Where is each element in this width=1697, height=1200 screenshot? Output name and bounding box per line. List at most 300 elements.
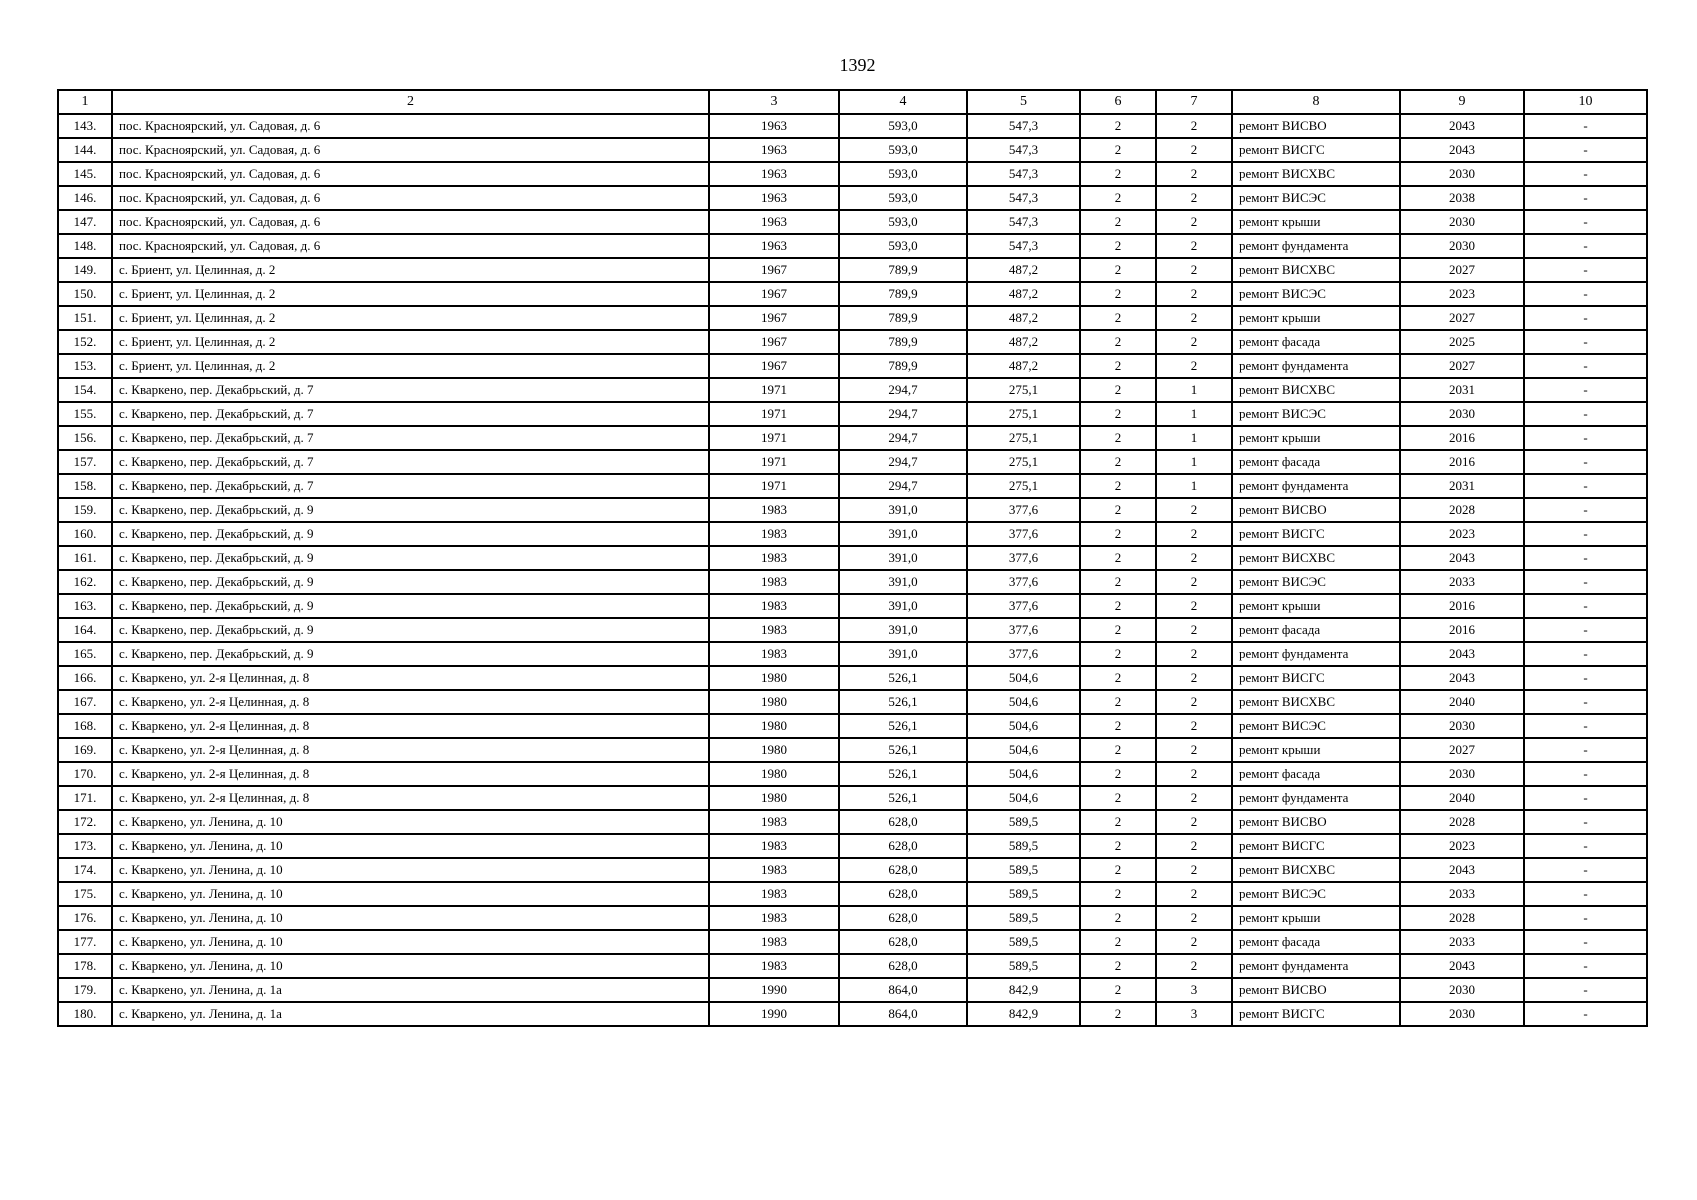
floors-cell: 2	[1080, 954, 1156, 978]
year-built-cell: 1983	[709, 858, 839, 882]
floors-cell: 2	[1080, 1002, 1156, 1026]
planned-year-cell: 2023	[1400, 282, 1524, 306]
year-built-cell: 1983	[709, 594, 839, 618]
floors-cell: 2	[1080, 978, 1156, 1002]
living-area-cell: 377,6	[967, 594, 1080, 618]
table-row	[58, 114, 1647, 138]
table-row	[58, 834, 1647, 858]
table-row	[58, 450, 1647, 474]
living-area-cell: 504,6	[967, 714, 1080, 738]
entrances-cell: 2	[1156, 306, 1232, 330]
entrances-cell: 1	[1156, 402, 1232, 426]
entrances-cell: 3	[1156, 1002, 1232, 1026]
row-number-cell: 147.	[58, 210, 112, 234]
floors-cell: 2	[1080, 426, 1156, 450]
repair-type-cell: ремонт фундамента	[1232, 786, 1400, 810]
entrances-cell: 2	[1156, 858, 1232, 882]
table-row	[58, 690, 1647, 714]
entrances-cell: 2	[1156, 906, 1232, 930]
living-area-cell: 275,1	[967, 378, 1080, 402]
floors-cell: 2	[1080, 354, 1156, 378]
repair-type-cell: ремонт фасада	[1232, 618, 1400, 642]
table-row	[58, 258, 1647, 282]
total-area-cell: 526,1	[839, 690, 967, 714]
entrances-cell: 2	[1156, 882, 1232, 906]
entrances-cell: 2	[1156, 522, 1232, 546]
total-area-cell: 391,0	[839, 594, 967, 618]
planned-year-cell: 2030	[1400, 1002, 1524, 1026]
planned-year-cell: 2030	[1400, 978, 1524, 1002]
table-row	[58, 522, 1647, 546]
note-cell: -	[1524, 786, 1647, 810]
address-cell: с. Кваркено, ул. 2-я Целинная, д. 8	[112, 690, 709, 714]
year-built-cell: 1983	[709, 498, 839, 522]
planned-year-cell: 2033	[1400, 930, 1524, 954]
living-area-cell: 589,5	[967, 954, 1080, 978]
repair-type-cell: ремонт ВИСХВС	[1232, 546, 1400, 570]
repair-type-cell: ремонт ВИСХВС	[1232, 858, 1400, 882]
total-area-cell: 628,0	[839, 906, 967, 930]
total-area-cell: 294,7	[839, 378, 967, 402]
living-area-cell: 547,3	[967, 162, 1080, 186]
year-built-cell: 1990	[709, 1002, 839, 1026]
floors-cell: 2	[1080, 306, 1156, 330]
row-number-cell: 151.	[58, 306, 112, 330]
total-area-cell: 526,1	[839, 762, 967, 786]
column-header: 8	[1232, 90, 1400, 114]
entrances-cell: 2	[1156, 114, 1232, 138]
planned-year-cell: 2016	[1400, 618, 1524, 642]
table-row	[58, 378, 1647, 402]
row-number-cell: 162.	[58, 570, 112, 594]
note-cell: -	[1524, 258, 1647, 282]
column-header: 4	[839, 90, 967, 114]
table-row	[58, 786, 1647, 810]
table-row	[58, 666, 1647, 690]
address-cell: с. Бриент, ул. Целинная, д. 2	[112, 306, 709, 330]
repair-type-cell: ремонт фасада	[1232, 930, 1400, 954]
living-area-cell: 842,9	[967, 978, 1080, 1002]
table-row	[58, 642, 1647, 666]
address-cell: с. Кваркено, ул. Ленина, д. 10	[112, 882, 709, 906]
entrances-cell: 2	[1156, 930, 1232, 954]
note-cell: -	[1524, 330, 1647, 354]
living-area-cell: 547,3	[967, 114, 1080, 138]
total-area-cell: 789,9	[839, 354, 967, 378]
living-area-cell: 589,5	[967, 810, 1080, 834]
living-area-cell: 275,1	[967, 450, 1080, 474]
address-cell: пос. Красноярский, ул. Садовая, д. 6	[112, 210, 709, 234]
planned-year-cell: 2040	[1400, 786, 1524, 810]
table-body	[58, 114, 1647, 1026]
row-number-cell: 165.	[58, 642, 112, 666]
planned-year-cell: 2030	[1400, 210, 1524, 234]
entrances-cell: 2	[1156, 738, 1232, 762]
year-built-cell: 1990	[709, 978, 839, 1002]
repair-type-cell: ремонт ВИСВО	[1232, 978, 1400, 1002]
table-row	[58, 306, 1647, 330]
planned-year-cell: 2025	[1400, 330, 1524, 354]
note-cell: -	[1524, 810, 1647, 834]
living-area-cell: 377,6	[967, 570, 1080, 594]
total-area-cell: 526,1	[839, 738, 967, 762]
entrances-cell: 2	[1156, 234, 1232, 258]
total-area-cell: 294,7	[839, 474, 967, 498]
note-cell: -	[1524, 138, 1647, 162]
year-built-cell: 1980	[709, 666, 839, 690]
planned-year-cell: 2028	[1400, 906, 1524, 930]
table-row	[58, 930, 1647, 954]
year-built-cell: 1967	[709, 282, 839, 306]
note-cell: -	[1524, 834, 1647, 858]
floors-cell: 2	[1080, 618, 1156, 642]
living-area-cell: 589,5	[967, 882, 1080, 906]
floors-cell: 2	[1080, 450, 1156, 474]
address-cell: с. Кваркено, ул. 2-я Целинная, д. 8	[112, 786, 709, 810]
note-cell: -	[1524, 762, 1647, 786]
entrances-cell: 2	[1156, 354, 1232, 378]
total-area-cell: 526,1	[839, 786, 967, 810]
entrances-cell: 2	[1156, 594, 1232, 618]
address-cell: с. Кваркено, пер. Декабрьский, д. 7	[112, 450, 709, 474]
row-number-cell: 146.	[58, 186, 112, 210]
note-cell: -	[1524, 930, 1647, 954]
planned-year-cell: 2030	[1400, 762, 1524, 786]
year-built-cell: 1983	[709, 954, 839, 978]
planned-year-cell: 2027	[1400, 738, 1524, 762]
year-built-cell: 1971	[709, 450, 839, 474]
column-header: 7	[1156, 90, 1232, 114]
planned-year-cell: 2016	[1400, 426, 1524, 450]
note-cell: -	[1524, 474, 1647, 498]
note-cell: -	[1524, 498, 1647, 522]
year-built-cell: 1983	[709, 930, 839, 954]
total-area-cell: 391,0	[839, 522, 967, 546]
entrances-cell: 2	[1156, 210, 1232, 234]
row-number-cell: 173.	[58, 834, 112, 858]
address-cell: с. Бриент, ул. Целинная, д. 2	[112, 330, 709, 354]
floors-cell: 2	[1080, 402, 1156, 426]
planned-year-cell: 2023	[1400, 834, 1524, 858]
note-cell: -	[1524, 978, 1647, 1002]
living-area-cell: 377,6	[967, 522, 1080, 546]
row-number-cell: 149.	[58, 258, 112, 282]
floors-cell: 2	[1080, 642, 1156, 666]
entrances-cell: 2	[1156, 642, 1232, 666]
repair-type-cell: ремонт фундамента	[1232, 642, 1400, 666]
row-number-cell: 143.	[58, 114, 112, 138]
address-cell: пос. Красноярский, ул. Садовая, д. 6	[112, 138, 709, 162]
repair-type-cell: ремонт крыши	[1232, 594, 1400, 618]
entrances-cell: 2	[1156, 498, 1232, 522]
living-area-cell: 589,5	[967, 858, 1080, 882]
year-built-cell: 1967	[709, 330, 839, 354]
table-header-row	[58, 90, 1647, 114]
planned-year-cell: 2030	[1400, 234, 1524, 258]
capital-repair-table	[57, 89, 1648, 1027]
entrances-cell: 2	[1156, 690, 1232, 714]
total-area-cell: 593,0	[839, 210, 967, 234]
note-cell: -	[1524, 1002, 1647, 1026]
total-area-cell: 294,7	[839, 426, 967, 450]
row-number-cell: 180.	[58, 1002, 112, 1026]
table-row	[58, 402, 1647, 426]
row-number-cell: 168.	[58, 714, 112, 738]
note-cell: -	[1524, 642, 1647, 666]
note-cell: -	[1524, 714, 1647, 738]
address-cell: с. Кваркено, пер. Декабрьский, д. 9	[112, 594, 709, 618]
floors-cell: 2	[1080, 810, 1156, 834]
planned-year-cell: 2027	[1400, 306, 1524, 330]
column-header: 5	[967, 90, 1080, 114]
address-cell: с. Кваркено, пер. Декабрьский, д. 9	[112, 618, 709, 642]
total-area-cell: 593,0	[839, 138, 967, 162]
repair-type-cell: ремонт крыши	[1232, 738, 1400, 762]
table-row	[58, 330, 1647, 354]
table-row	[58, 954, 1647, 978]
repair-type-cell: ремонт ВИСХВС	[1232, 690, 1400, 714]
year-built-cell: 1963	[709, 162, 839, 186]
address-cell: с. Кваркено, ул. 2-я Целинная, д. 8	[112, 738, 709, 762]
entrances-cell: 2	[1156, 258, 1232, 282]
note-cell: -	[1524, 546, 1647, 570]
total-area-cell: 789,9	[839, 258, 967, 282]
address-cell: с. Кваркено, пер. Декабрьский, д. 9	[112, 522, 709, 546]
row-number-cell: 161.	[58, 546, 112, 570]
repair-type-cell: ремонт крыши	[1232, 210, 1400, 234]
note-cell: -	[1524, 690, 1647, 714]
page-number: 1392	[839, 55, 876, 75]
planned-year-cell: 2043	[1400, 858, 1524, 882]
total-area-cell: 391,0	[839, 618, 967, 642]
planned-year-cell: 2016	[1400, 594, 1524, 618]
address-cell: с. Кваркено, ул. Ленина, д. 10	[112, 954, 709, 978]
row-number-cell: 174.	[58, 858, 112, 882]
floors-cell: 2	[1080, 474, 1156, 498]
entrances-cell: 2	[1156, 330, 1232, 354]
year-built-cell: 1980	[709, 714, 839, 738]
note-cell: -	[1524, 114, 1647, 138]
repair-type-cell: ремонт ВИСГС	[1232, 138, 1400, 162]
year-built-cell: 1983	[709, 570, 839, 594]
row-number-cell: 160.	[58, 522, 112, 546]
floors-cell: 2	[1080, 834, 1156, 858]
total-area-cell: 593,0	[839, 234, 967, 258]
entrances-cell: 2	[1156, 570, 1232, 594]
address-cell: с. Кваркено, ул. Ленина, д. 1а	[112, 1002, 709, 1026]
address-cell: с. Кваркено, пер. Декабрьский, д. 9	[112, 546, 709, 570]
floors-cell: 2	[1080, 738, 1156, 762]
year-built-cell: 1983	[709, 882, 839, 906]
planned-year-cell: 2043	[1400, 954, 1524, 978]
column-header: 1	[58, 90, 112, 114]
year-built-cell: 1983	[709, 906, 839, 930]
row-number-cell: 176.	[58, 906, 112, 930]
living-area-cell: 589,5	[967, 906, 1080, 930]
row-number-cell: 157.	[58, 450, 112, 474]
note-cell: -	[1524, 354, 1647, 378]
total-area-cell: 628,0	[839, 858, 967, 882]
repair-type-cell: ремонт фасада	[1232, 330, 1400, 354]
planned-year-cell: 2043	[1400, 642, 1524, 666]
floors-cell: 2	[1080, 714, 1156, 738]
note-cell: -	[1524, 570, 1647, 594]
living-area-cell: 547,3	[967, 186, 1080, 210]
living-area-cell: 487,2	[967, 282, 1080, 306]
row-number-cell: 170.	[58, 762, 112, 786]
living-area-cell: 275,1	[967, 474, 1080, 498]
total-area-cell: 628,0	[839, 882, 967, 906]
table-row	[58, 618, 1647, 642]
living-area-cell: 504,6	[967, 690, 1080, 714]
living-area-cell: 275,1	[967, 426, 1080, 450]
floors-cell: 2	[1080, 690, 1156, 714]
address-cell: с. Кваркено, ул. Ленина, д. 1а	[112, 978, 709, 1002]
table-row	[58, 234, 1647, 258]
planned-year-cell: 2030	[1400, 162, 1524, 186]
year-built-cell: 1963	[709, 114, 839, 138]
planned-year-cell: 2043	[1400, 546, 1524, 570]
floors-cell: 2	[1080, 858, 1156, 882]
total-area-cell: 526,1	[839, 714, 967, 738]
floors-cell: 2	[1080, 522, 1156, 546]
planned-year-cell: 2031	[1400, 378, 1524, 402]
address-cell: с. Кваркено, ул. Ленина, д. 10	[112, 858, 709, 882]
living-area-cell: 547,3	[967, 210, 1080, 234]
note-cell: -	[1524, 522, 1647, 546]
living-area-cell: 504,6	[967, 666, 1080, 690]
address-cell: с. Кваркено, пер. Декабрьский, д. 9	[112, 570, 709, 594]
planned-year-cell: 2016	[1400, 450, 1524, 474]
address-cell: с. Бриент, ул. Целинная, д. 2	[112, 282, 709, 306]
note-cell: -	[1524, 450, 1647, 474]
living-area-cell: 504,6	[967, 738, 1080, 762]
repair-type-cell: ремонт ВИСЭС	[1232, 186, 1400, 210]
table-row	[58, 186, 1647, 210]
total-area-cell: 628,0	[839, 810, 967, 834]
address-cell: с. Кваркено, ул. 2-я Целинная, д. 8	[112, 762, 709, 786]
row-number-cell: 153.	[58, 354, 112, 378]
table-row	[58, 426, 1647, 450]
address-cell: с. Кваркено, ул. Ленина, д. 10	[112, 834, 709, 858]
entrances-cell: 2	[1156, 810, 1232, 834]
total-area-cell: 391,0	[839, 498, 967, 522]
total-area-cell: 628,0	[839, 834, 967, 858]
year-built-cell: 1963	[709, 186, 839, 210]
repair-type-cell: ремонт ВИСЭС	[1232, 882, 1400, 906]
repair-type-cell: ремонт ВИСГС	[1232, 666, 1400, 690]
planned-year-cell: 2038	[1400, 186, 1524, 210]
planned-year-cell: 2043	[1400, 138, 1524, 162]
column-header: 2	[112, 90, 709, 114]
year-built-cell: 1967	[709, 354, 839, 378]
living-area-cell: 589,5	[967, 834, 1080, 858]
table-row	[58, 858, 1647, 882]
row-number-cell: 150.	[58, 282, 112, 306]
repair-type-cell: ремонт ВИСГС	[1232, 1002, 1400, 1026]
repair-type-cell: ремонт ВИСЭС	[1232, 282, 1400, 306]
row-number-cell: 148.	[58, 234, 112, 258]
table-row	[58, 882, 1647, 906]
repair-type-cell: ремонт крыши	[1232, 426, 1400, 450]
year-built-cell: 1980	[709, 738, 839, 762]
row-number-cell: 152.	[58, 330, 112, 354]
total-area-cell: 628,0	[839, 930, 967, 954]
row-number-cell: 145.	[58, 162, 112, 186]
address-cell: пос. Красноярский, ул. Садовая, д. 6	[112, 114, 709, 138]
row-number-cell: 154.	[58, 378, 112, 402]
entrances-cell: 1	[1156, 378, 1232, 402]
floors-cell: 2	[1080, 594, 1156, 618]
living-area-cell: 487,2	[967, 330, 1080, 354]
total-area-cell: 628,0	[839, 954, 967, 978]
entrances-cell: 1	[1156, 450, 1232, 474]
address-cell: с. Кваркено, ул. 2-я Целинная, д. 8	[112, 666, 709, 690]
year-built-cell: 1983	[709, 642, 839, 666]
living-area-cell: 487,2	[967, 306, 1080, 330]
year-built-cell: 1967	[709, 258, 839, 282]
total-area-cell: 593,0	[839, 114, 967, 138]
note-cell: -	[1524, 426, 1647, 450]
note-cell: -	[1524, 378, 1647, 402]
floors-cell: 2	[1080, 546, 1156, 570]
floors-cell: 2	[1080, 186, 1156, 210]
living-area-cell: 504,6	[967, 786, 1080, 810]
address-cell: с. Кваркено, ул. Ленина, д. 10	[112, 906, 709, 930]
total-area-cell: 526,1	[839, 666, 967, 690]
total-area-cell: 789,9	[839, 306, 967, 330]
row-number-cell: 169.	[58, 738, 112, 762]
table-row	[58, 138, 1647, 162]
table-row	[58, 1002, 1647, 1026]
row-number-cell: 175.	[58, 882, 112, 906]
repair-type-cell: ремонт крыши	[1232, 906, 1400, 930]
total-area-cell: 864,0	[839, 978, 967, 1002]
entrances-cell: 2	[1156, 786, 1232, 810]
total-area-cell: 391,0	[839, 546, 967, 570]
living-area-cell: 377,6	[967, 546, 1080, 570]
total-area-cell: 391,0	[839, 570, 967, 594]
repair-type-cell: ремонт ВИСЭС	[1232, 570, 1400, 594]
floors-cell: 2	[1080, 138, 1156, 162]
living-area-cell: 504,6	[967, 762, 1080, 786]
living-area-cell: 547,3	[967, 234, 1080, 258]
row-number-cell: 166.	[58, 666, 112, 690]
entrances-cell: 1	[1156, 426, 1232, 450]
address-cell: с. Кваркено, пер. Декабрьский, д. 9	[112, 642, 709, 666]
table-row	[58, 210, 1647, 234]
repair-type-cell: ремонт ВИСВО	[1232, 114, 1400, 138]
total-area-cell: 864,0	[839, 1002, 967, 1026]
planned-year-cell: 2027	[1400, 354, 1524, 378]
floors-cell: 2	[1080, 330, 1156, 354]
entrances-cell: 2	[1156, 954, 1232, 978]
column-header: 10	[1524, 90, 1647, 114]
row-number-cell: 164.	[58, 618, 112, 642]
note-cell: -	[1524, 210, 1647, 234]
living-area-cell: 377,6	[967, 498, 1080, 522]
note-cell: -	[1524, 162, 1647, 186]
entrances-cell: 2	[1156, 138, 1232, 162]
entrances-cell: 1	[1156, 474, 1232, 498]
column-header: 6	[1080, 90, 1156, 114]
table-row	[58, 714, 1647, 738]
floors-cell: 2	[1080, 378, 1156, 402]
floors-cell: 2	[1080, 258, 1156, 282]
repair-type-cell: ремонт фасада	[1232, 450, 1400, 474]
total-area-cell: 593,0	[839, 186, 967, 210]
address-cell: пос. Красноярский, ул. Садовая, д. 6	[112, 162, 709, 186]
